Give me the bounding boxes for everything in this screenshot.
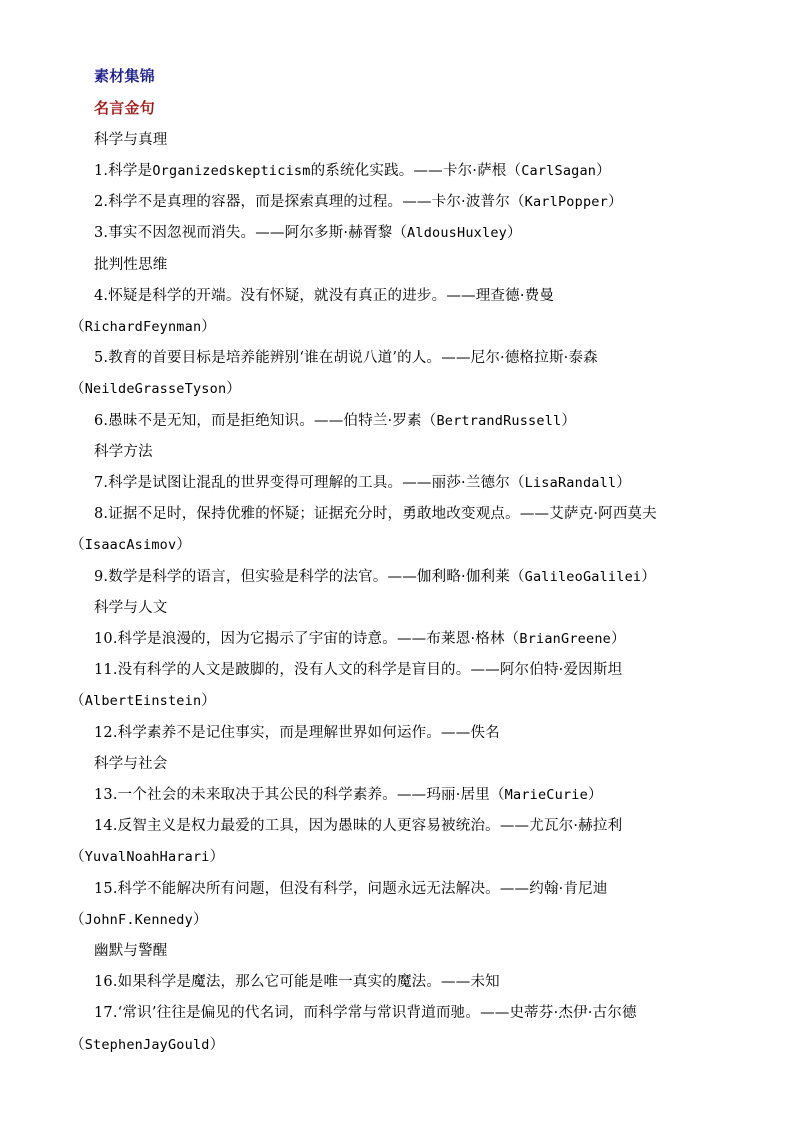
quote-1 xyxy=(94,161,611,181)
quote-text: （ xyxy=(70,381,85,397)
quote-text: ） xyxy=(607,194,623,210)
document-title: 素材集锦 xyxy=(94,67,155,85)
quote-8-continued xyxy=(70,535,191,555)
quote-11-continued xyxy=(70,691,216,711)
quote-11 xyxy=(94,660,622,680)
quote-text: ） xyxy=(201,319,216,335)
quote-author-latin: CarlSagan xyxy=(521,163,597,179)
quote-text: （ xyxy=(70,693,85,709)
section-heading: 科学与人文 xyxy=(94,600,168,616)
quote-author-latin: IsaacAsimov xyxy=(84,537,177,553)
section-heading: 幽默与警醒 xyxy=(94,943,168,959)
section-heading: 批判性思维 xyxy=(94,257,168,273)
quote-text: ） xyxy=(192,912,208,928)
quote-text: 5.教育的首要目标是培养能辨别‘谁在胡说八道’的人。——尼尔·德格拉斯·泰森 xyxy=(94,350,598,366)
quote-text: ） xyxy=(506,225,522,241)
quote-6 xyxy=(94,411,576,431)
quote-text: ） xyxy=(209,1037,225,1053)
quote-text: （ xyxy=(70,912,85,928)
quote-10 xyxy=(94,629,626,649)
quote-author-latin: NeildeGrasseTyson xyxy=(84,381,227,397)
quote-text: ） xyxy=(561,413,577,429)
quote-4-continued xyxy=(70,317,216,337)
quote-3 xyxy=(94,223,522,243)
quote-text: ） xyxy=(610,631,626,647)
quote-text: 15.科学不能解决所有问题，但没有科学，问题永远无法解决。——约翰·肯尼迪 xyxy=(94,881,608,897)
quote-5 xyxy=(94,348,598,368)
quote-text: 11.没有科学的人文是跛脚的，没有人文的科学是盲目的。——阿尔伯特·爱因斯坦 xyxy=(94,662,623,678)
quote-text: 13.一个社会的未来取决于其公民的科学素养。——玛丽·居里（ xyxy=(94,787,505,803)
quote-text: ） xyxy=(226,381,241,397)
quote-author-latin: BrianGreene xyxy=(519,631,611,647)
quote-author-latin: RichardFeynman xyxy=(84,319,202,335)
quote-text: 6.愚昧不是无知，而是拒绝知识。——伯特兰·罗素（ xyxy=(94,413,437,429)
quote-text: （ xyxy=(70,849,85,865)
quote-text: 1.科学是 xyxy=(94,163,153,179)
quote-text: （ xyxy=(70,1037,85,1053)
quote-14 xyxy=(94,816,622,836)
quote-text: ） xyxy=(176,537,192,553)
quote-13 xyxy=(94,785,603,805)
quote-author-latin: JohnF.Kennedy xyxy=(84,912,193,928)
quote-17 xyxy=(94,1003,637,1023)
quote-12: 12.科学素养不是记住事实，而是理解世界如何运作。——佚名 xyxy=(94,725,500,741)
quote-text: 7.科学是试图让混乱的世界变得可理解的工具。——丽莎·兰德尔（ xyxy=(94,475,525,491)
quote-4 xyxy=(94,286,554,306)
quote-15-continued xyxy=(70,910,208,930)
quote-text: 17.‘常识’往往是偏见的代名词，而科学常与常识背道而驰。——史蒂芬·杰伊·古尔德 xyxy=(94,1005,637,1021)
quote-text: ） xyxy=(641,569,656,585)
quote-author-latin: AldousHuxley xyxy=(407,225,507,241)
quote-author-latin: AlbertEinstein xyxy=(84,693,202,709)
quote-14-continued xyxy=(70,847,224,867)
quote-9 xyxy=(94,567,656,587)
quote-16: 16.如果科学是魔法，那么它可能是唯一真实的魔法。——未知 xyxy=(94,974,500,990)
quote-author-latin: BertrandRussell xyxy=(436,413,562,429)
quote-text: ） xyxy=(209,849,225,865)
quote-latin: Organizedskepticism xyxy=(152,163,311,179)
quote-text: 2.科学不是真理的容器，而是探索真理的过程。——卡尔·波普尔（ xyxy=(94,194,525,210)
quote-text: （ xyxy=(70,537,85,553)
section-heading: 科学方法 xyxy=(94,444,153,460)
quote-5-continued xyxy=(70,379,241,399)
quote-8 xyxy=(94,504,657,524)
quote-text: 10.科学是浪漫的，因为它揭示了宇宙的诗意。——布莱恩·格林（ xyxy=(94,631,520,647)
quote-text: ） xyxy=(616,475,631,491)
quote-text: 3.事实不因忽视而消失。——阿尔多斯·赫胥黎（ xyxy=(94,225,408,241)
quote-text: 的系统化实践。——卡尔·萨根（ xyxy=(310,163,522,179)
quote-author-latin: KarlPopper xyxy=(524,194,608,210)
quote-2 xyxy=(94,192,623,212)
quote-text: ） xyxy=(201,693,216,709)
quote-15 xyxy=(94,879,608,899)
quote-text: 4.怀疑是科学的开端。没有怀疑，就没有真正的进步。——理查德·费曼 xyxy=(94,288,555,304)
quote-text: 8.证据不足时，保持优雅的怀疑；证据充分时，勇敢地改变观点。——艾萨克·阿西莫夫 xyxy=(94,506,657,522)
quote-7 xyxy=(94,473,631,493)
quote-text: 14.反智主义是权力最爱的工具，因为愚昧的人更容易被统治。——尤瓦尔·赫拉利 xyxy=(94,818,623,834)
document-subtitle: 名言金句 xyxy=(94,99,155,117)
quote-text: ） xyxy=(587,787,603,803)
quote-text: （ xyxy=(70,319,85,335)
quote-text: 9.数学是科学的语言，但实验是科学的法官。——伽利略·伽利莱（ xyxy=(94,569,525,585)
quote-author-latin: YuvalNoahHarari xyxy=(84,849,210,865)
section-heading: 科学与真理 xyxy=(94,132,168,148)
quote-author-latin: MarieCurie xyxy=(504,787,588,803)
quote-17-continued xyxy=(70,1035,224,1055)
quote-author-latin: StephenJayGould xyxy=(84,1037,210,1053)
section-heading: 科学与社会 xyxy=(94,756,168,772)
quote-author-latin: GalileoGalilei xyxy=(524,569,642,585)
quote-author-latin: LisaRandall xyxy=(524,475,617,491)
quote-text: ） xyxy=(596,163,611,179)
